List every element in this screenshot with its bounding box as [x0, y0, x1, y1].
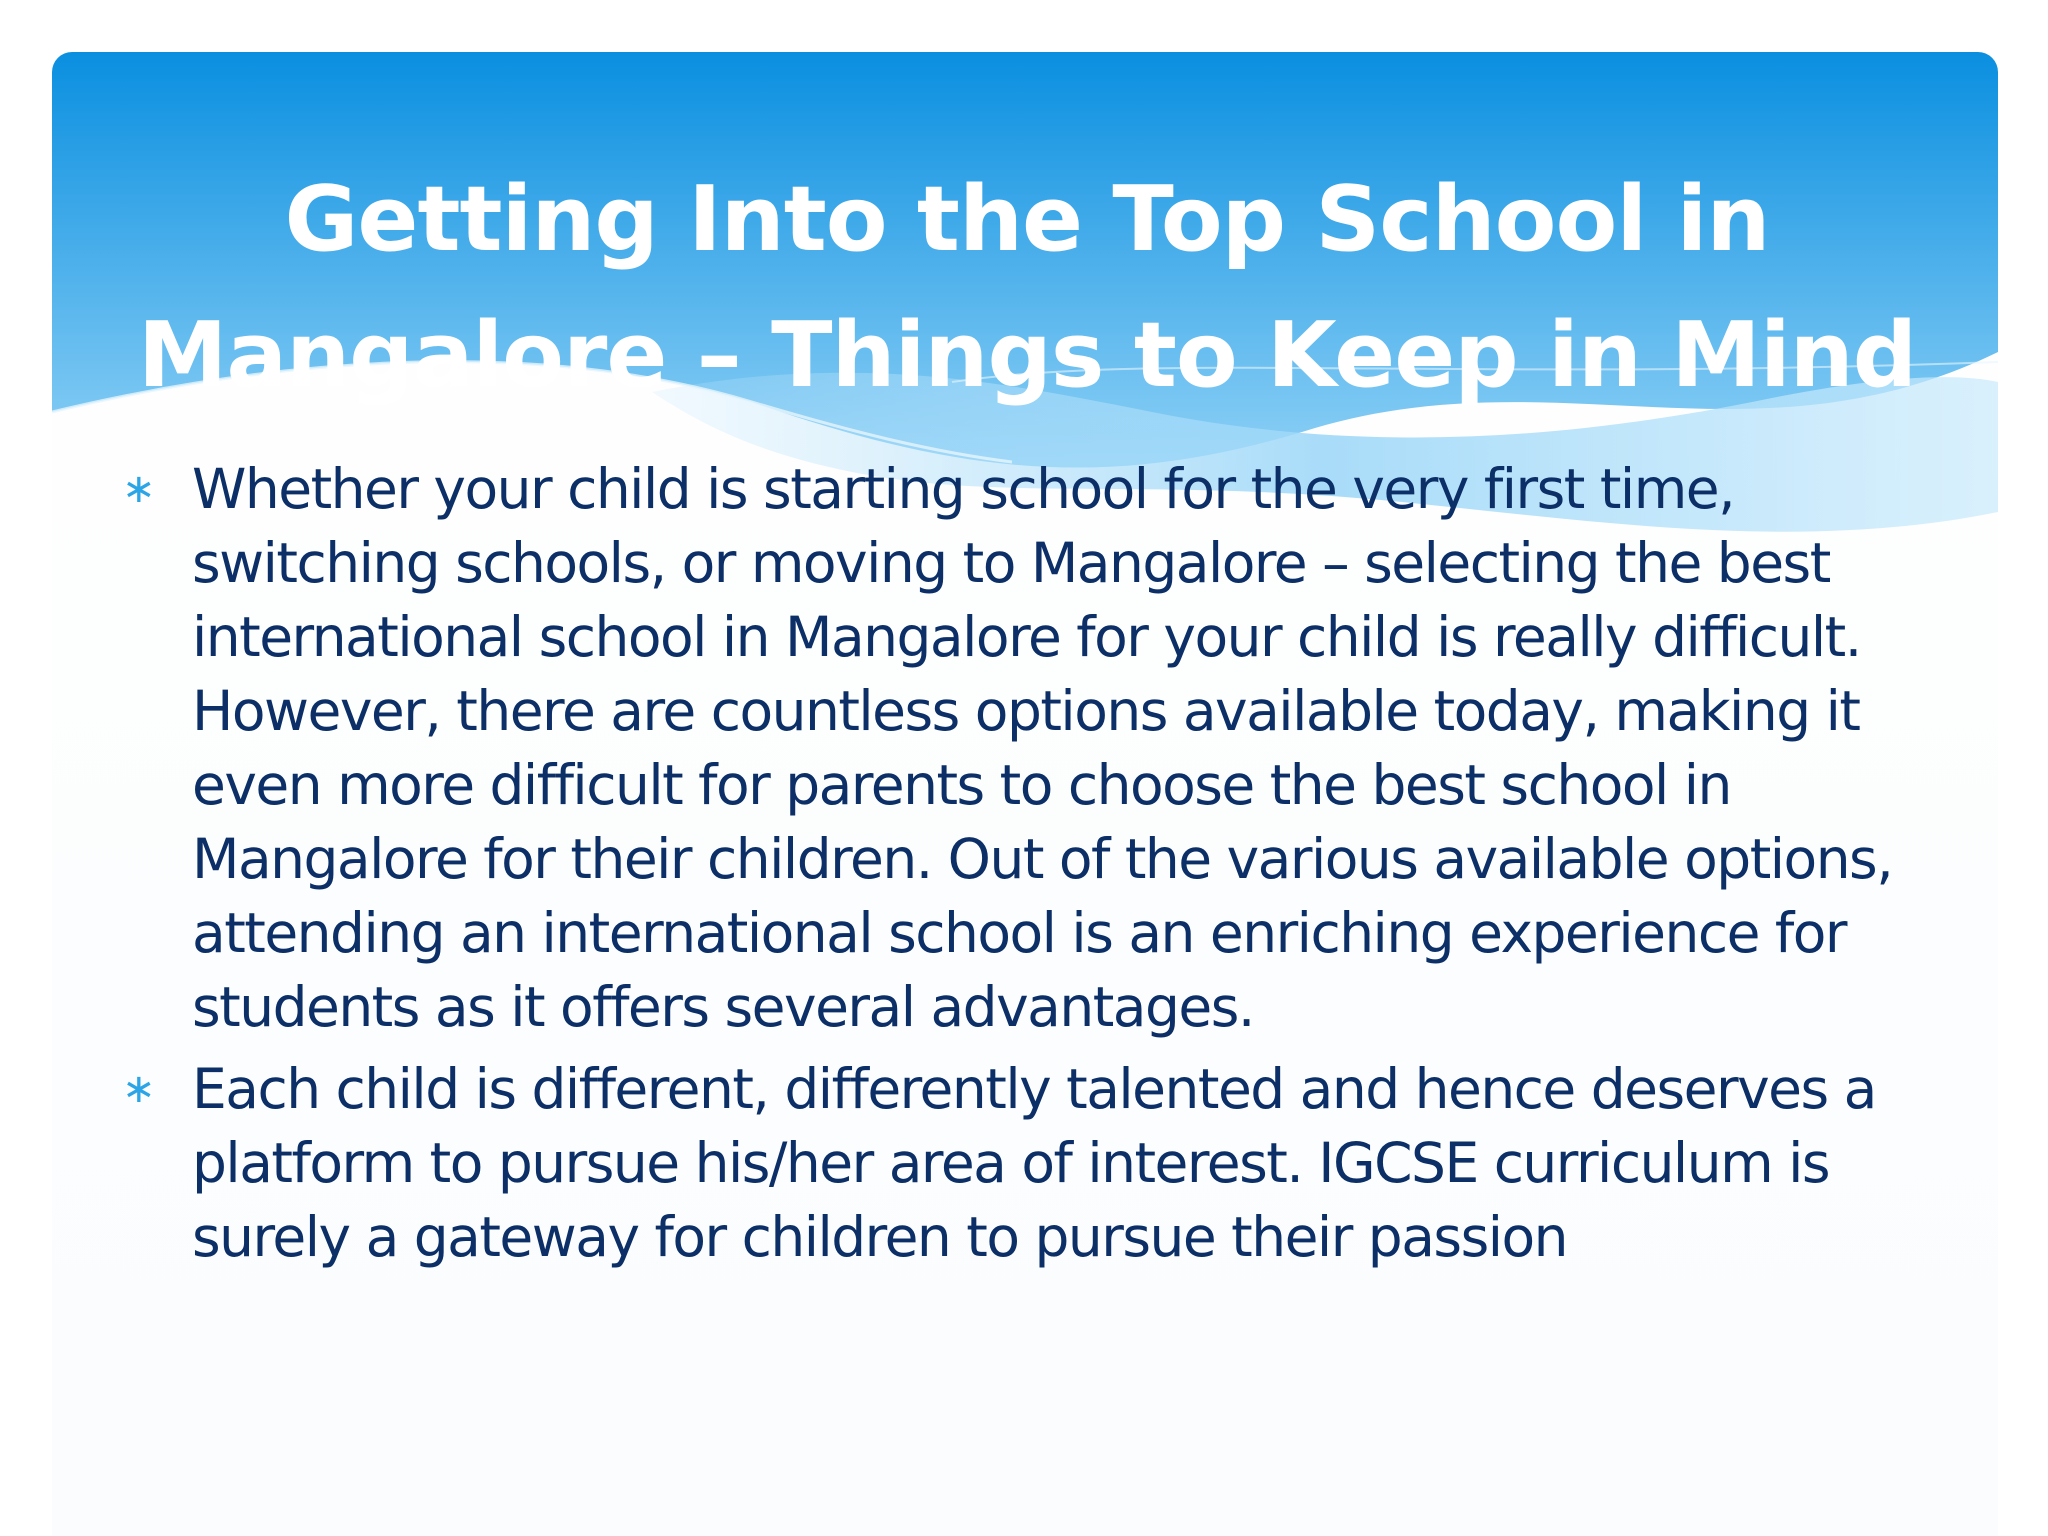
bullet-list: [122, 452, 1982, 1282]
bullet-text: Whether your child is starting school for the very first time, switching schools, or moving to Mangalore – selecting the best international school in Mangalore for your child is really difficult. However, there are countless options available today, making it even more difficult for parents to choose the best school in Mangalore for their children. Out of the various available options, attending an international school is an enriching experience for students as it offers several advantages.: [192, 457, 1893, 1039]
slide: [52, 52, 1998, 1536]
bullet-text: Each child is different, differently talented and hence deserves a platform to pursue his/her area of interest. IGCSE curriculum is surely a gateway for children to pursue their passion: [192, 1057, 1876, 1269]
bullet-item: [122, 452, 1982, 1044]
asterisk-icon: ∗: [122, 466, 155, 512]
slide-title: Getting Into the Top School in Mangalore – Things to Keep in Mind: [137, 167, 1917, 408]
bullet-item: [122, 1052, 1982, 1274]
asterisk-icon: ∗: [122, 1066, 155, 1112]
